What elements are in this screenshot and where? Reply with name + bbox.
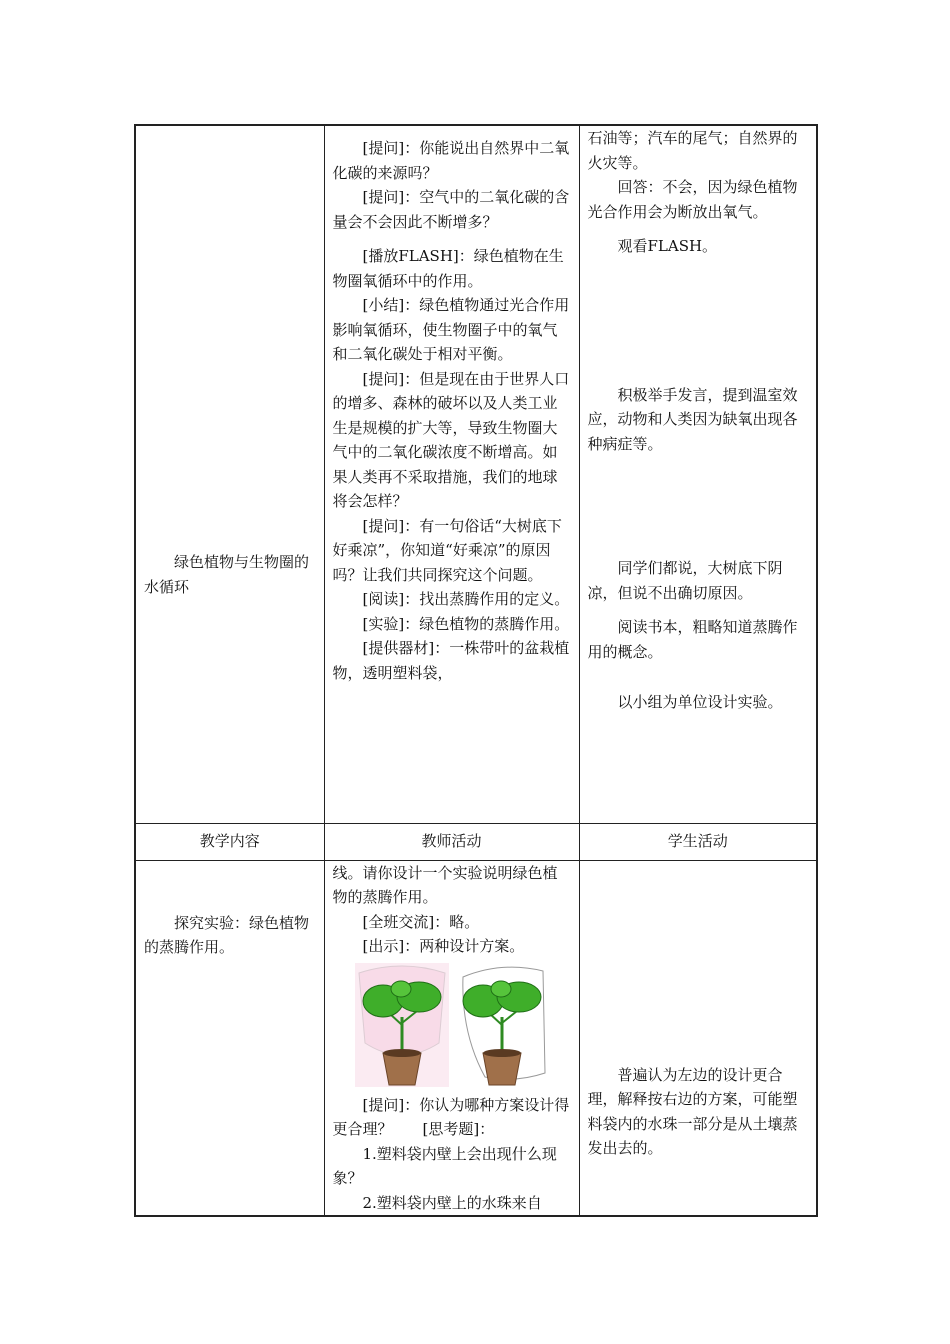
content-row-2 — [135, 860, 817, 1216]
student-paragraph: 积极举手发言，提到温室效应，动物和人类因为缺氧出现各种病症等。 — [587, 385, 798, 453]
student-activity-cell-2 — [579, 860, 817, 1216]
teacher-paragraph: [小结]：绿色植物通过光合作用影响氧循环，使生物圈子中的氧气和二氧化碳处于相对平衡。 — [332, 296, 570, 363]
teacher-paragraph: [实验]：绿色植物的蒸腾作用。 — [362, 614, 570, 633]
lesson-plan-table — [134, 124, 818, 1217]
student-paragraph: 观看FLASH。 — [617, 237, 718, 255]
experiment-figure — [355, 963, 571, 1087]
teacher-paragraph: [全班交流]：略。 — [362, 912, 480, 931]
teaching-content-cell-2 — [135, 860, 324, 1216]
student-paragraph: 阅读书本，粗略知道蒸腾作用的概念。 — [587, 618, 798, 661]
topic-text: 绿色植物与生物圈的水循环 — [144, 553, 310, 596]
header-teacher-activity: 教师活动 — [324, 823, 579, 860]
student-paragraph: 石油等；汽车的尾气；自然界的火灾等。 — [587, 129, 798, 172]
teacher-paragraph: [提问]：你能说出自然界中二氧化碳的来源吗？ — [332, 139, 570, 182]
teacher-paragraph: [播放FLASH]：绿色植物在生物圈氧循环中的作用。 — [332, 247, 564, 290]
student-paragraph: 回答：不会，因为绿色植物光合作用会为断放出氧气。 — [587, 178, 798, 221]
teacher-paragraph: [提问]：空气中的二氧化碳的含量会不会因此不断增多？ — [332, 188, 570, 231]
teacher-paragraph: [提问]：但是现在由于世界人口的增多、森林的破坏以及人类工业生是规模的扩大等，导致生物圈大气中的二氧化碳浓度不断增高。如果人类再不采取措施，我们的地球将会怎样？ — [332, 369, 570, 510]
teacher-paragraph: [阅读]：找出蒸腾作用的定义。 — [362, 590, 570, 608]
teacher-paragraph: [提供器材]：一株带叶的盆栽植物，透明塑料袋， — [332, 639, 570, 682]
teaching-content-cell-1 — [135, 125, 324, 823]
header-student-activity: 学生活动 — [579, 823, 817, 860]
teacher-activity-cell-2 — [324, 860, 579, 1216]
teacher-paragraph: 线。请你设计一个实验说明绿色植物的蒸腾作用。 — [332, 863, 558, 906]
content-row-1 — [135, 125, 817, 823]
teacher-paragraph: 2.塑料袋内壁上的水珠来自 — [362, 1193, 542, 1212]
header-teaching-content: 教学内容 — [135, 823, 324, 860]
teacher-paragraph: [提问]：你认为哪种方案设计得更合理？ [思考题]： — [332, 1095, 570, 1138]
student-paragraph: 普遍认为左边的设计更合理，解释按右边的方案，可能塑料袋内的水珠一部分是从土壤蒸发出去的。 — [587, 1065, 798, 1157]
design-right-plant-illustration — [455, 963, 549, 1087]
topic-text: 探究实验：绿色植物的蒸腾作用。 — [144, 913, 310, 956]
teacher-paragraph: 1.塑料袋内壁上会出现什么现象？ — [332, 1144, 557, 1187]
table-header-row — [135, 823, 817, 860]
teacher-paragraph: [出示]：两种设计方案。 — [362, 937, 525, 955]
student-activity-cell-1 — [579, 125, 817, 823]
teacher-activity-cell-1 — [324, 125, 579, 823]
student-paragraph: 以小组为单位设计实验。 — [617, 693, 783, 711]
teacher-paragraph: [提问]：有一句俗话“大树底下好乘凉”，你知道“好乘凉”的原因吗？让我们共同探究这个问题。 — [332, 516, 562, 584]
design-left-plant-illustration — [355, 963, 449, 1087]
student-paragraph: 同学们都说，大树底下阴凉，但说不出确切原因。 — [587, 559, 783, 602]
